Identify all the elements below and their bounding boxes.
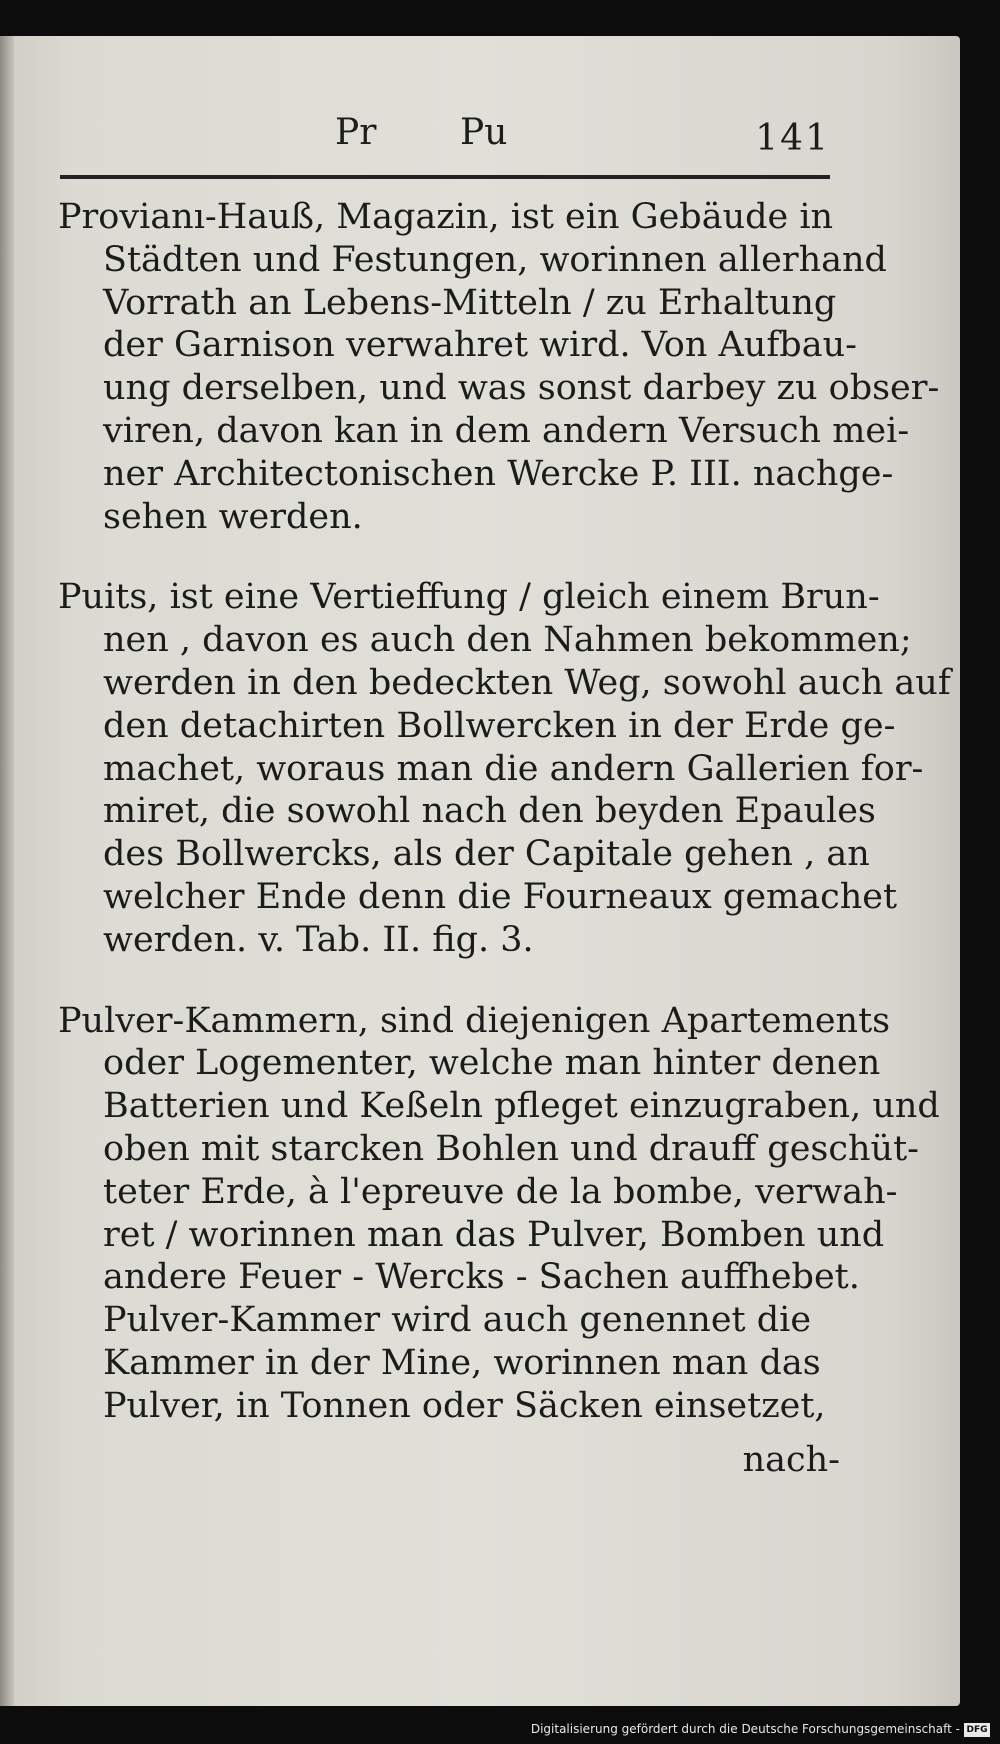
text-line: Vorrath an Lebens-Mitteln / zu Erhaltung [103, 282, 837, 323]
text-line: viren, davon kan in dem andern Versuch mei- [103, 410, 910, 451]
text-line: Provianı-Hauß, Magazin, ist ein Gebäude in [58, 197, 834, 237]
text-line: Kammer in der Mine, worinnen man das [103, 1342, 821, 1383]
text-line: werden in den bedeckten Weg, sowohl auch auf [103, 662, 951, 703]
text-line: oben mit starcken Bohlen und drauff geschüt- [103, 1128, 919, 1169]
header-left-catch: Pr [335, 112, 377, 153]
page-number: 141 [755, 118, 830, 159]
text-line: miret, die sowohl nach den beyden Epaules [103, 791, 876, 832]
entry-pulver-kammern [58, 1000, 940, 1428]
running-header [60, 100, 830, 160]
text-line: andere Feuer - Wercks - Sachen auffhebet. [103, 1257, 860, 1298]
entry-puits [58, 576, 951, 961]
text-line: Städten und Festungen, worinnen allerhand [103, 239, 887, 280]
text-line: werden. v. Tab. II. fig. 3. [103, 919, 534, 960]
text-line: teter Erde, à l'epreuve de la bombe, verwah- [103, 1171, 898, 1212]
text-line: des Bollwercks, als der Capitale gehen , an [103, 834, 870, 875]
text-line: der Garnison verwahret wird. Von Aufbau- [103, 325, 857, 366]
text-line: ner Architectonischen Wercke P. III. nachge- [103, 453, 894, 494]
text-line: sehen werden. [103, 496, 363, 537]
text-line: machet, woraus man die andern Gallerien for- [103, 748, 924, 789]
header-rule [60, 175, 830, 179]
text-line: ung derselben, und was sonst darbey zu obser- [103, 368, 940, 409]
text-line: Batterien und Keßeln pfleget einzugraben, und [103, 1086, 940, 1127]
text-line: Pulver, in Tonnen oder Säcken einsetzet, [103, 1385, 826, 1426]
header-right-catch: Pu [460, 112, 508, 153]
digitization-credit: Digitalisierung gefördert durch die Deutsche Forschungsgemeinschaft - [530, 1722, 960, 1736]
text-line: ret / worinnen man das Pulver, Bomben und [103, 1214, 885, 1255]
text-line: nen , davon es auch den Nahmen bekommen; [103, 620, 912, 661]
text-line: welcher Ende denn die Fourneaux gemachet [103, 876, 898, 917]
entry-proviant-haus [58, 196, 940, 538]
text-line: den detachirten Bollwercken in der Erde ge- [103, 705, 896, 746]
page-edge [0, 36, 14, 1706]
text-line: Pulver-Kammern, sind diejenigen Apartements [58, 1000, 891, 1041]
dfg-logo-icon: DFG [964, 1723, 990, 1737]
page-body [58, 196, 951, 1466]
footer-bar [0, 1706, 1000, 1744]
catchword: nach- [742, 1440, 840, 1480]
text-line: Pulver-Kammer wird auch genennet die [103, 1300, 812, 1341]
text-line: oder Logementer, welche man hinter denen [103, 1043, 881, 1084]
text-line: Puits, ist eine Vertieffung / gleich einem Brun- [58, 577, 880, 618]
